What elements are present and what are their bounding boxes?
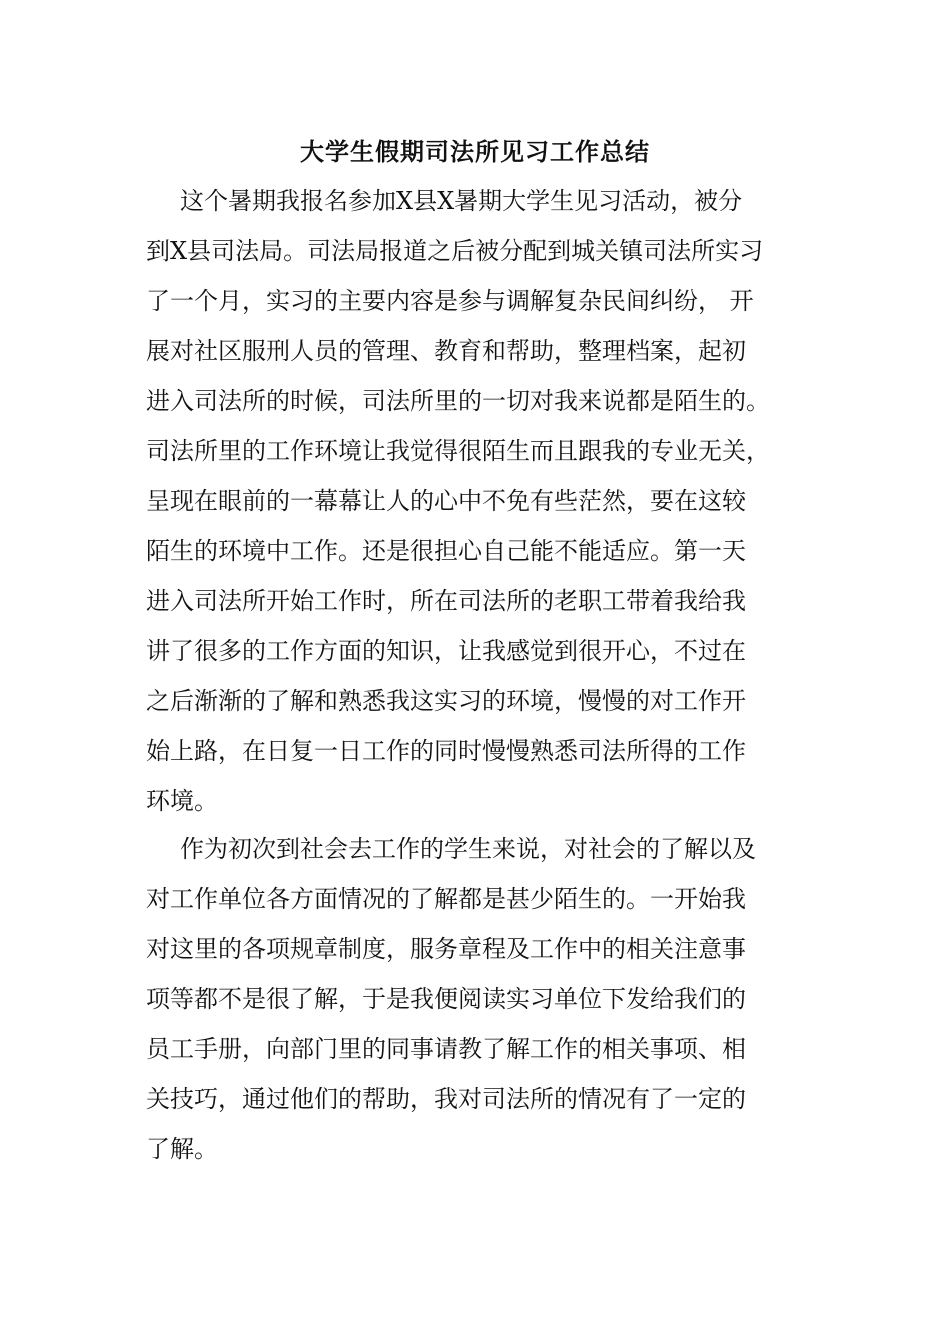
paragraph-line: 对这里的各项规章制度，服务章程及工作中的相关注意事 [146, 935, 746, 963]
paragraph-line: 对工作单位各方面情况的了解都是甚少陌生的。一开始我 [146, 885, 746, 913]
paragraph-line: 这个暑期我报名参加X县X暑期大学生见习活动，被分 [180, 187, 743, 215]
paragraph-line: 作为初次到社会去工作的学生来说，对社会的了解以及 [180, 835, 756, 863]
paragraph-line: 关技巧，通过他们的帮助，我对司法所的情况有了一定的 [146, 1085, 746, 1113]
document-title: 大学生假期司法所见习工作总结 [300, 137, 650, 166]
paragraph-line: 陌生的环境中工作。还是很担心自己能不能适应。第一天 [146, 537, 746, 565]
paragraph-line: 项等都不是很了解，于是我便阅读实习单位下发给我们的 [146, 985, 746, 1013]
paragraph-line: 了一个月，实习的主要内容是参与调解复杂民间纠纷， 开 [146, 287, 754, 315]
paragraph-1 [146, 176, 806, 826]
paragraph-line: 始上路，在日复一日工作的同时慢慢熟悉司法所得的工作 [146, 737, 746, 765]
paragraph-line: 到X县司法局。司法局报道之后被分配到城关镇司法所实习 [146, 237, 764, 265]
paragraph-line: 展对社区服刑人员的管理、教育和帮助，整理档案，起初 [146, 337, 746, 365]
paragraph-line: 进入司法所的时候，司法所里的一切对我来说都是陌生的。 [146, 387, 770, 415]
paragraph-line: 之后渐渐的了解和熟悉我这实习的环境，慢慢的对工作开 [146, 687, 746, 715]
paragraph-line: 了解。 [146, 1135, 218, 1163]
paragraph-line: 员工手册，向部门里的同事请教了解工作的相关事项、相 [146, 1035, 746, 1063]
paragraph-line: 进入司法所开始工作时，所在司法所的老职工带着我给我 [146, 587, 746, 615]
paragraph-2 [146, 824, 806, 1174]
paragraph-line: 司法所里的工作环境让我觉得很陌生而且跟我的专业无关， [146, 437, 770, 465]
paragraph-line: 呈现在眼前的一幕幕让人的心中不免有些茫然，要在这较 [146, 487, 746, 515]
paragraph-line: 讲了很多的工作方面的知识，让我感觉到很开心，不过在 [146, 637, 746, 665]
paragraph-line: 环境。 [146, 787, 218, 815]
